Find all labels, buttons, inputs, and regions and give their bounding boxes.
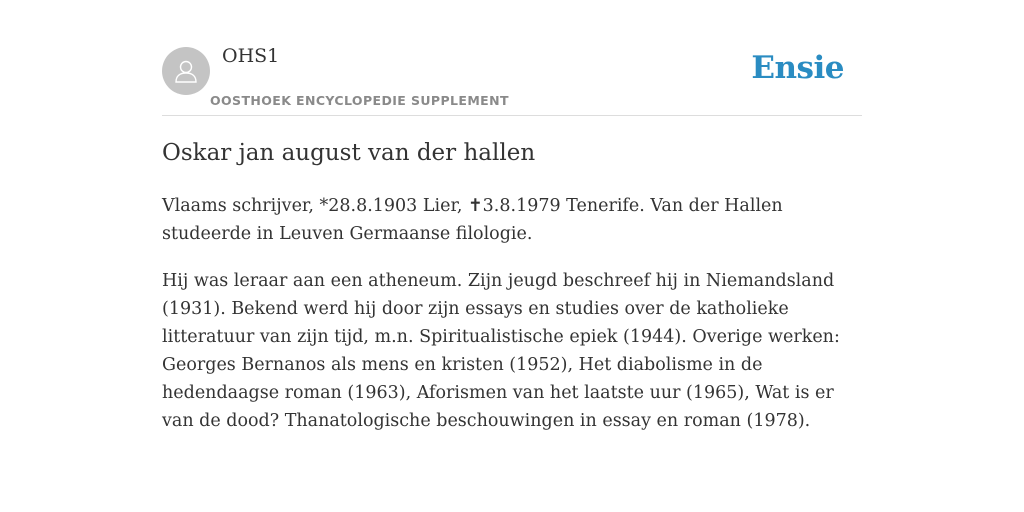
article-paragraph: Vlaams schrijver, *28.8.1903 Lier, ✝3.8.1979 Tenerife. Van der Hallen studeerde in Leuven Germaanse filologie. xyxy=(162,196,783,244)
ensie-logo[interactable]: Ensie xyxy=(751,50,844,86)
article-body xyxy=(162,192,862,454)
article-card xyxy=(162,0,862,512)
user-icon xyxy=(171,56,201,86)
author-name[interactable]: OHS1 xyxy=(222,45,280,67)
article-header xyxy=(162,0,862,116)
article-title: Oskar jan august van der hallen xyxy=(162,140,536,166)
source-label[interactable]: OOSTHOEK ENCYCLOPEDIE SUPPLEMENT xyxy=(210,93,509,108)
article-paragraph: Hij was leraar aan een atheneum. Zijn jeugd beschreef hij in Niemandsland (1931). Bekend werd hij door zijn essays en studies over de katholieke litteratuur van zijn tijd, m.n. Spiritualistische epiek (1944). Overige werken: Georges Bernanos als mens en kristen (1952), Het diabolisme in de hedendaagse roman (1963), Aforismen van het laatste uur (1965), Wat is er van de dood? Thanatologische beschouwingen in essay en roman (1978). xyxy=(162,271,840,431)
author-avatar[interactable] xyxy=(162,47,210,95)
